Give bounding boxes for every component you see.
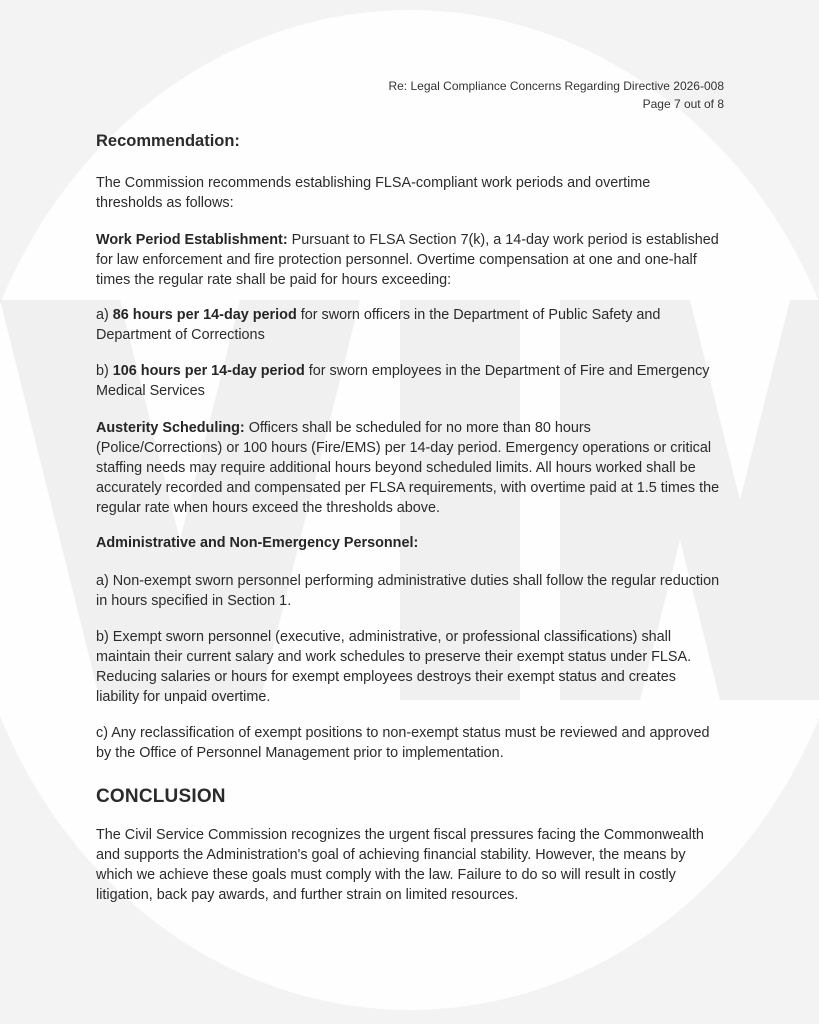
admin-item-c: c) Any reclassification of exempt positions to non-exempt status must be reviewed and approved by the Office of Personnel Management prior to implementation. — [96, 725, 710, 761]
item-b-bold: 106 hours per 14-day period — [112, 363, 305, 379]
work-period-paragraph — [96, 230, 720, 290]
item-a-text: for sworn officers in the Department of Public Safety and Department of Corrections — [96, 307, 661, 343]
item-a-prefix: a) — [96, 307, 113, 323]
austerity-label: Austerity Scheduling: — [96, 420, 245, 436]
item-b-text: for sworn employees in the Department of Fire and Emergency Medical Services — [96, 363, 710, 399]
admin-item-b: b) Exempt sworn personnel (executive, administrative, or professional classifications) shall maintain their current salary and work schedules to preserve their exempt status under FLSA. Reducing salaries or hours for exempt employees destroys their exempt status and creates liability for unpaid overtime. — [96, 629, 692, 705]
austerity-paragraph — [96, 418, 720, 518]
work-period-text: Pursuant to FLSA Section 7(k), a 14-day work period is established for law enforcement and fire protection personnel. Overtime compensation at one and one-half times the regular rate shall be paid for hours exceeding: — [96, 232, 719, 288]
item-b-paragraph — [96, 361, 720, 401]
austerity-text: Officers shall be scheduled for no more than 80 hours (Police/Corrections) or 100 hours (Fire/EMS) per 14-day period. Emergency operations or critical staffing needs may require additional hours beyond scheduled limits. All hours worked shall be accurately recorded and compensated per FLSA requirements, with overtime paid at 1.5 times the regular rate when hours exceed the thresholds above. — [96, 420, 720, 516]
page-header — [388, 77, 724, 113]
admin-item-a: a) Non-exempt sworn personnel performing administrative duties shall follow the regular reduction in hours specified in Section 1. — [96, 573, 720, 609]
recommendation-intro: The Commission recommends establishing FLSA-compliant work periods and overtime thresholds as follows: — [96, 175, 651, 211]
item-a-bold: 86 hours per 14-day period — [112, 307, 297, 323]
header-page-number: Page 7 out of 8 — [642, 97, 724, 111]
header-re-line: Re: Legal Compliance Concerns Regarding Directive 2026-008 — [388, 79, 724, 93]
work-period-label: Work Period Establishment: — [96, 232, 288, 248]
item-b-prefix: b) — [96, 363, 113, 379]
recommendation-heading: Recommendation: — [96, 132, 240, 150]
conclusion-heading: CONCLUSION — [96, 786, 226, 807]
admin-heading: Administrative and Non-Emergency Personnel: — [96, 535, 419, 551]
item-a-paragraph — [96, 305, 720, 345]
conclusion-paragraph: The Civil Service Commission recognizes the urgent fiscal pressures facing the Commonwealth and supports the Administration's goal of achieving financial stability. However, the means by which we achieve these goals must comply with the law. Failure to do so will result in costly litigation, back pay awards, and further strain on limited resources. — [96, 827, 704, 903]
